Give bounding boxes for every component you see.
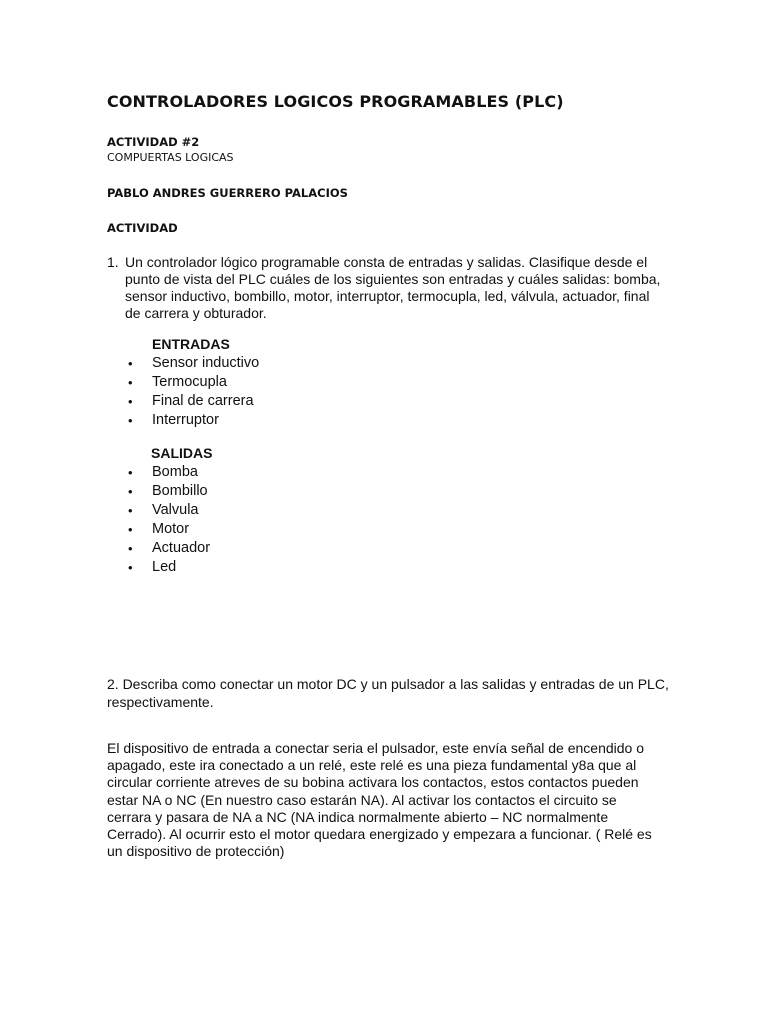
activity-subtitle: COMPUERTAS LOGICAS [107, 151, 234, 164]
question-2-line: respectivamente. [107, 694, 214, 710]
bullet-icon: • [128, 484, 133, 499]
list-item-text: Final de carrera [152, 393, 254, 409]
list-item-text: Bomba [152, 464, 198, 480]
bullet-icon: • [128, 413, 133, 428]
author-name: PABLO ANDRES GUERRERO PALACIOS [107, 186, 348, 200]
question-1-line: Un controlador lógico programable consta de entradas y salidas. Clasifique desde el [125, 254, 648, 270]
salidas-heading: SALIDAS [151, 445, 213, 461]
bullet-icon: • [128, 522, 133, 537]
answer-2-line: cerrara y pasara de NA a NC (NA indica normalmente abierto – NC normalmente [107, 808, 609, 825]
list-item-text: Actuador [152, 540, 211, 556]
question-1-line: punto de vista del PLC cuáles de los siguientes son entradas y cuáles salidas: bomba, [125, 271, 661, 287]
answer-2-paragraph [107, 740, 687, 860]
list-item-text: Sensor inductivo [152, 355, 260, 371]
question-1-text [125, 254, 665, 322]
list-item-text: Interruptor [152, 412, 219, 428]
bullet-icon: • [128, 394, 133, 409]
answer-2-line: Cerrado). Al ocurrir esto el motor quedara energizado y empezara a funcionar. ( Relé es [107, 826, 652, 843]
bullet-icon: • [128, 541, 133, 556]
bullet-icon: • [128, 375, 133, 390]
answer-2-line: El dispositivo de entrada a conectar seria el pulsador, este envía señal de encendido o [107, 740, 645, 756]
answer-2-line: circular corriente atreves de su bobina activara los contactos, estos contactos pueden [107, 774, 639, 791]
question-1-line: de carrera y obturador. [125, 305, 267, 321]
bullet-icon: • [128, 560, 133, 575]
list-item-text: Termocupla [152, 374, 227, 390]
question-2-line: 2. Describa como conectar un motor DC y un pulsador a las salidas y entradas de un PLC, [107, 676, 669, 692]
list-item-text: Motor [152, 521, 190, 537]
bullet-icon: • [128, 356, 133, 371]
question-1-number: 1. [107, 254, 119, 270]
section-label: ACTIVIDAD [107, 221, 178, 235]
question-1-line: sensor inductivo, bombillo, motor, interruptor, termocupla, led, válvula, actuador, final [125, 288, 650, 304]
entradas-heading: ENTRADAS [152, 336, 230, 352]
answer-2-line: apagado, este ira conectado a un relé, este relé es una pieza fundamental y8a que al [107, 757, 637, 774]
list-item-text: Bombillo [152, 483, 208, 499]
answer-2-line: estar NA o NC (En nuestro caso estarán NA). Al activar los contactos el circuito se [107, 791, 617, 808]
list-item-text: Led [152, 559, 177, 575]
bullet-icon: • [128, 465, 133, 480]
list-item-text: Valvula [152, 502, 199, 518]
bullet-icon: • [128, 503, 133, 518]
document-title: CONTROLADORES LOGICOS PROGRAMABLES (PLC) [107, 92, 564, 111]
activity-label: ACTIVIDAD #2 [107, 135, 200, 149]
question-2-text [107, 675, 687, 711]
answer-2-line: un dispositivo de protección) [107, 843, 285, 860]
